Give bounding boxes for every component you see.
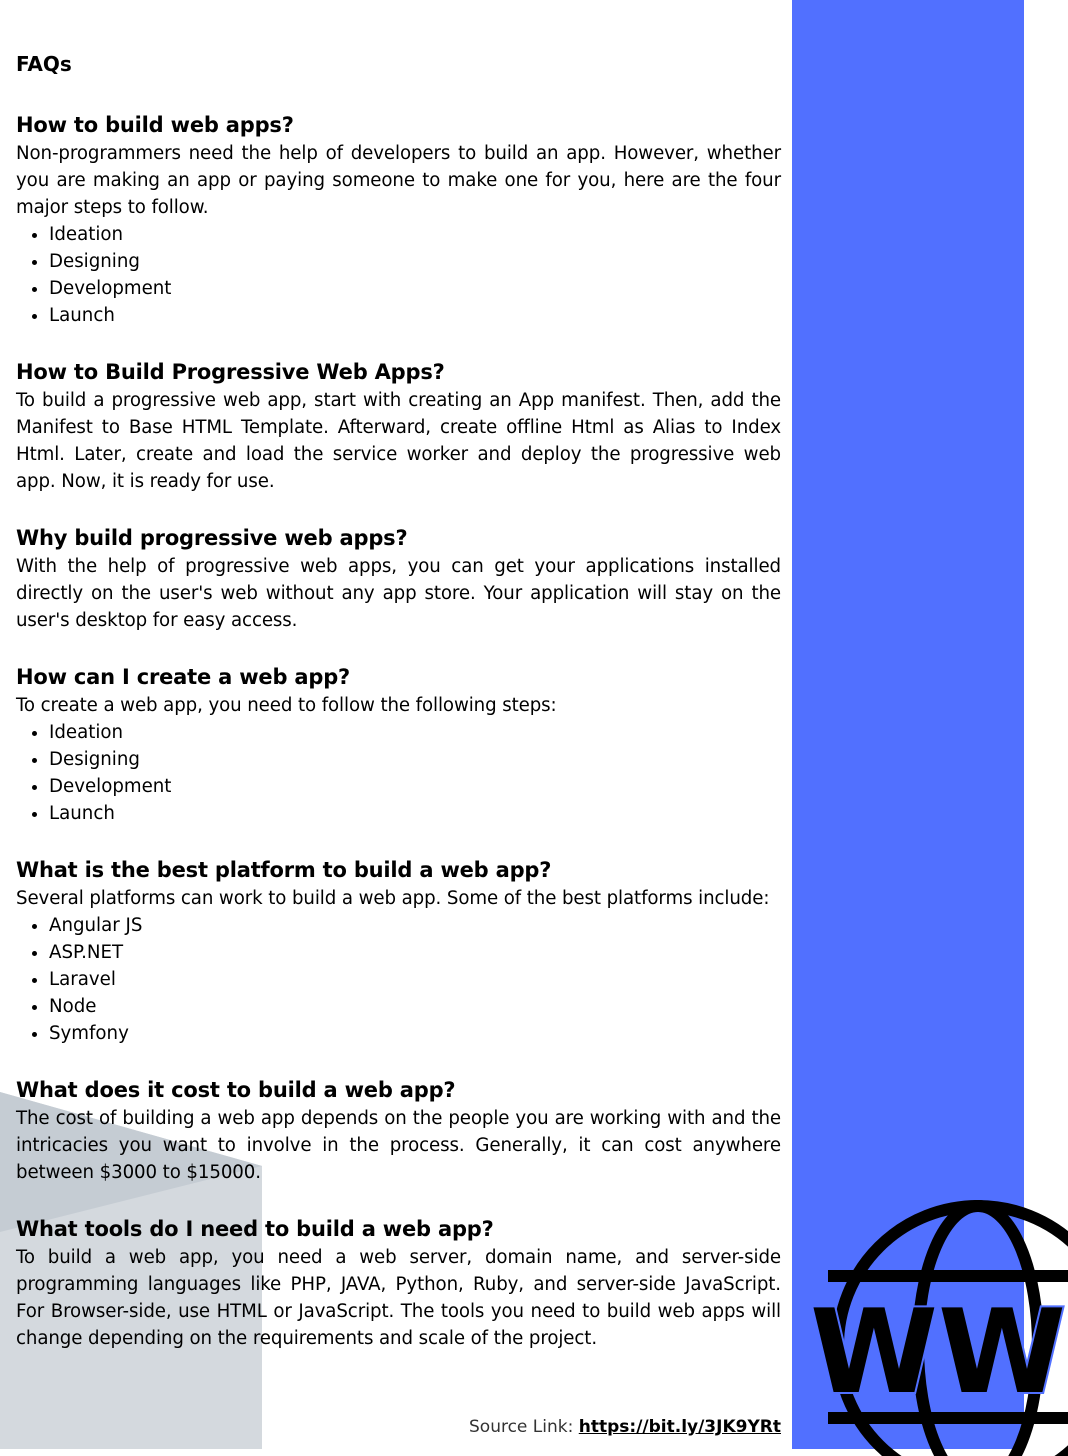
faq-bullet-list [16,912,781,1047]
faq-heading: FAQs [16,52,72,76]
faq-bullet-item: • Launch [49,302,781,329]
faq-question: What does it cost to build a web app? [16,1078,456,1102]
faq-question: What is the best platform to build a web app? [16,858,552,882]
faq-bullet-item: • Angular JS [49,912,781,939]
faq-question: What tools do I need to build a web app? [16,1217,494,1241]
faq-question: How to Build Progressive Web Apps? [16,360,445,384]
faq-bullet-item: • ASP.NET [49,939,781,966]
faq-answer: The cost of building a web app depends on the people you are working with and the intricacies you want to involve in the process. Generally, it can cost anywhere between $3000 to $15000. [16,1108,781,1183]
faq-answer: With the help of progressive web apps, you can get your applications installed directly on the user's web without any app store. Your application will stay on the user's desktop for easy access. [16,556,781,631]
faq-section [16,855,781,1047]
faq-bullet-item: • Ideation [49,221,781,248]
www-globe-icon [808,1196,1068,1456]
faq-bullet-item: • Development [49,275,781,302]
faq-bullet-item: • Designing [49,746,781,773]
faq-bullet-item: • Symfony [49,1020,781,1047]
faq-bullet-list [16,719,781,827]
faq-bullet-list [16,221,781,329]
faq-bullet-item: • Laravel [49,966,781,993]
faq-section [16,1075,781,1186]
faq-answer: To build a web app, you need a web server, domain name, and server-side programming languages like PHP, JAVA, Python, Ruby, and server-side JavaScript. For Browser-side, use HTML or JavaScript. The tools you need to build web apps will change depending on the requirements and scale of the project. [16,1247,781,1349]
faq-section [16,662,781,827]
faq-answer: Several platforms can work to build a web app. Some of the best platforms include: [16,888,770,909]
faq-answer: To build a progressive web app, start with creating an App manifest. Then, add the Manifest to Base HTML Template. Afterward, create offline Html as Alias to Index Html. Later, create and load the service worker and deploy the progressive web app. Now, it is ready for use. [16,390,781,492]
faq-section [16,357,781,495]
faq-content [16,48,781,1380]
source-line [469,1417,781,1437]
faq-answer: Non-programmers need the help of developers to build an app. However, whether you are making an app or paying someone to make one for you, here are the four major steps to follow. [16,143,781,218]
faq-bullet-item: • Ideation [49,719,781,746]
faq-bullet-item: • Development [49,773,781,800]
faq-question: Why build progressive web apps? [16,526,408,550]
faq-answer: To create a web app, you need to follow the following steps: [16,695,557,716]
source-label: Source Link: [469,1417,579,1437]
faq-bullet-item: • Launch [49,800,781,827]
faq-section [16,523,781,634]
faq-sections [16,110,781,1352]
faq-question: How can I create a web app? [16,665,351,689]
faq-bullet-item: • Designing [49,248,781,275]
svg-text:WW: WW [810,1285,1066,1420]
faq-section [16,110,781,329]
faq-bullet-item: • Node [49,993,781,1020]
faq-question: How to build web apps? [16,113,294,137]
source-link[interactable]: https://bit.ly/3JK9YRt [578,1417,781,1437]
faq-section [16,1214,781,1352]
